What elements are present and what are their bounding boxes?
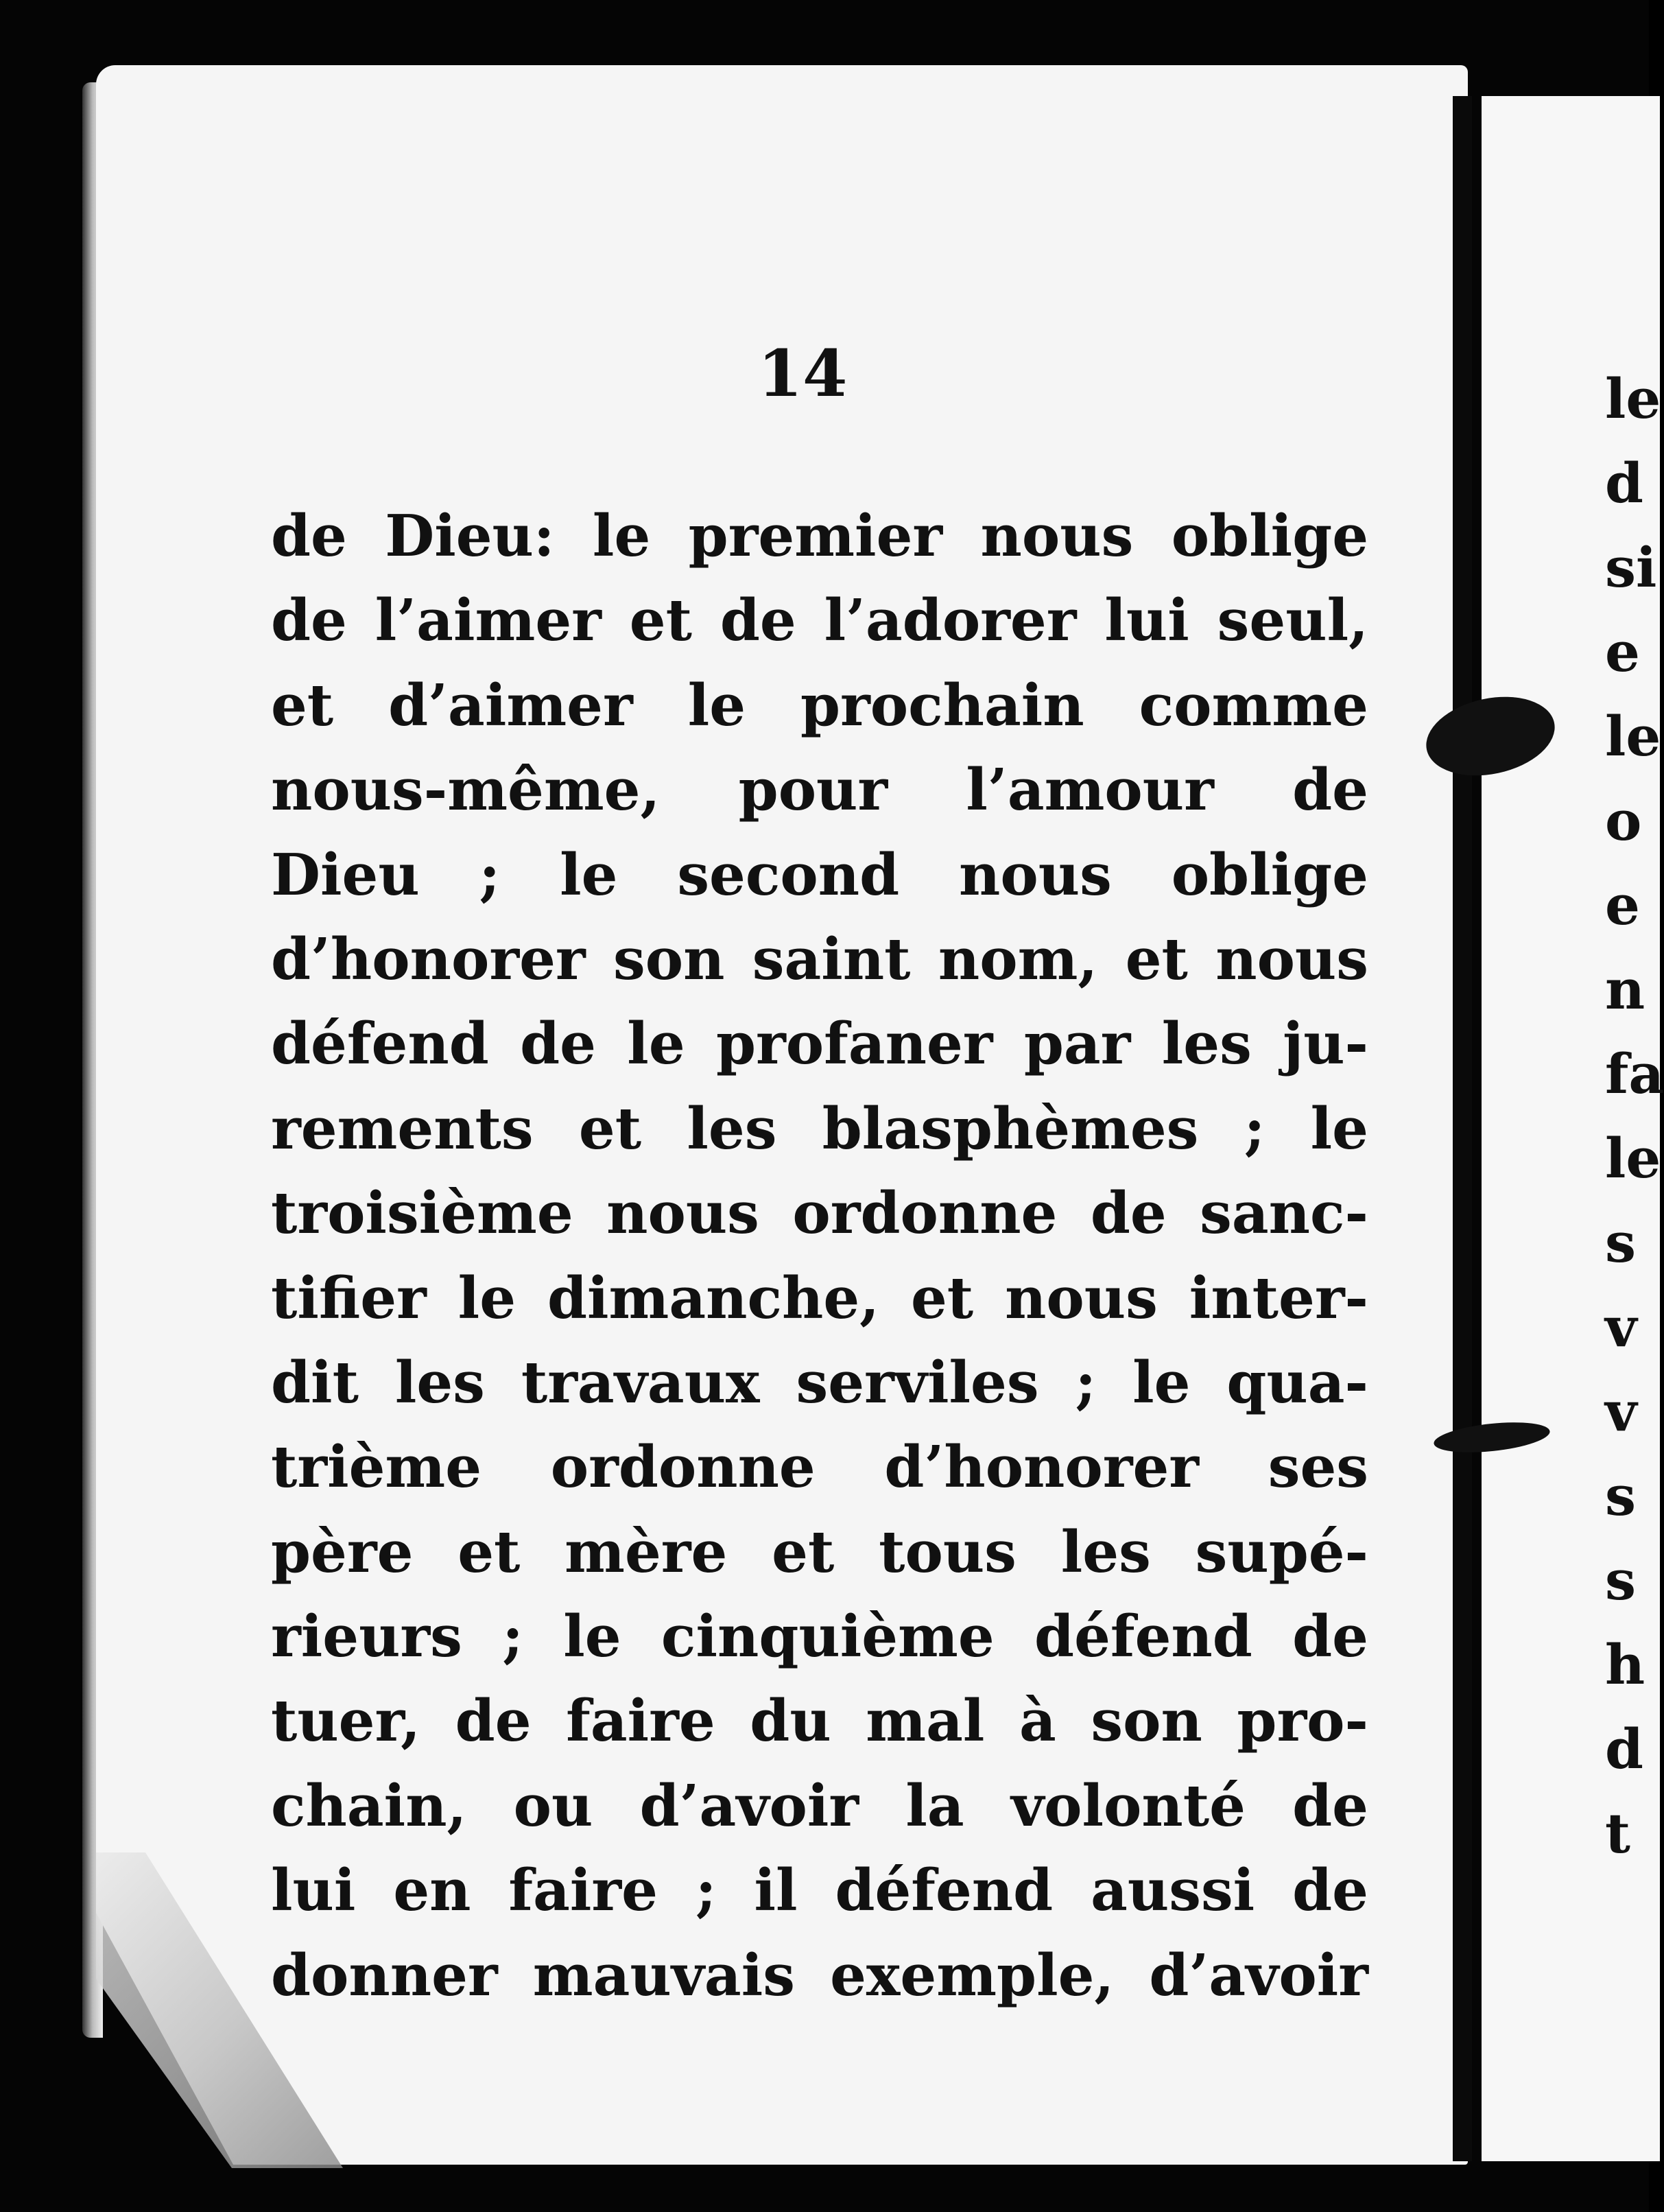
next-page-fragment: e xyxy=(1605,873,1640,937)
next-page-fragment: si xyxy=(1605,535,1657,600)
next-page-fragment: v xyxy=(1605,1379,1637,1444)
text-line: Dieu ; le second nous oblige xyxy=(271,840,1368,908)
next-page-fragment: o xyxy=(1605,788,1642,853)
next-page-fragment: s xyxy=(1605,1210,1637,1275)
text-line: et d’aimer le prochain comme xyxy=(271,671,1368,739)
page-body-text xyxy=(271,494,1368,2018)
text-line: donner mauvais exemple, d’avoir xyxy=(271,1941,1368,2009)
next-page-fragment: h xyxy=(1605,1632,1645,1697)
text-line: défend de le profaner par les ju- xyxy=(271,1010,1368,1078)
book-gutter xyxy=(1453,96,1472,2161)
text-line: lui en faire ; il défend aussi de xyxy=(271,1857,1368,1925)
text-line: rements et les blasphèmes ; le xyxy=(271,1094,1368,1162)
next-page-fragment: d xyxy=(1605,451,1643,515)
next-page-fragment: s xyxy=(1605,1463,1637,1528)
next-page-fragment: le xyxy=(1605,704,1661,768)
text-line: père et mère et tous les supé- xyxy=(271,1518,1368,1586)
next-page-text-fragments xyxy=(1605,357,1664,1876)
text-line: tifier le dimanche, et nous inter- xyxy=(271,1264,1368,1332)
page-number: 14 xyxy=(757,336,848,412)
text-line: de l’aimer et de l’adorer lui seul, xyxy=(271,587,1368,655)
text-line: de Dieu: le premier nous oblige xyxy=(271,502,1368,569)
next-page-fragment: e xyxy=(1605,620,1640,684)
next-page-fragment: v xyxy=(1605,1295,1637,1359)
next-page-fragment: d xyxy=(1605,1717,1643,1781)
text-line: trième ordonne d’honorer ses xyxy=(271,1433,1368,1501)
text-line: chain, ou d’avoir la volonté de xyxy=(271,1772,1368,1839)
text-line: dit les travaux serviles ; le qua- xyxy=(271,1348,1368,1416)
next-page-fragment: s xyxy=(1605,1548,1637,1612)
text-line: troisième nous ordonne de sanc- xyxy=(271,1179,1368,1247)
next-page-fragment: fa xyxy=(1605,1042,1664,1106)
next-page-fragment: le xyxy=(1605,366,1661,431)
text-line: rieurs ; le cinquième défend de xyxy=(271,1603,1368,1671)
text-line: tuer, de faire du mal à son pro- xyxy=(271,1687,1368,1755)
next-page-fragment: t xyxy=(1605,1801,1630,1866)
next-page-fragment: n xyxy=(1605,957,1645,1022)
next-page-fragment: le xyxy=(1605,1126,1661,1190)
text-line: nous-même, pour l’amour de xyxy=(271,756,1368,824)
text-line: d’honorer son saint nom, et nous xyxy=(271,925,1368,993)
